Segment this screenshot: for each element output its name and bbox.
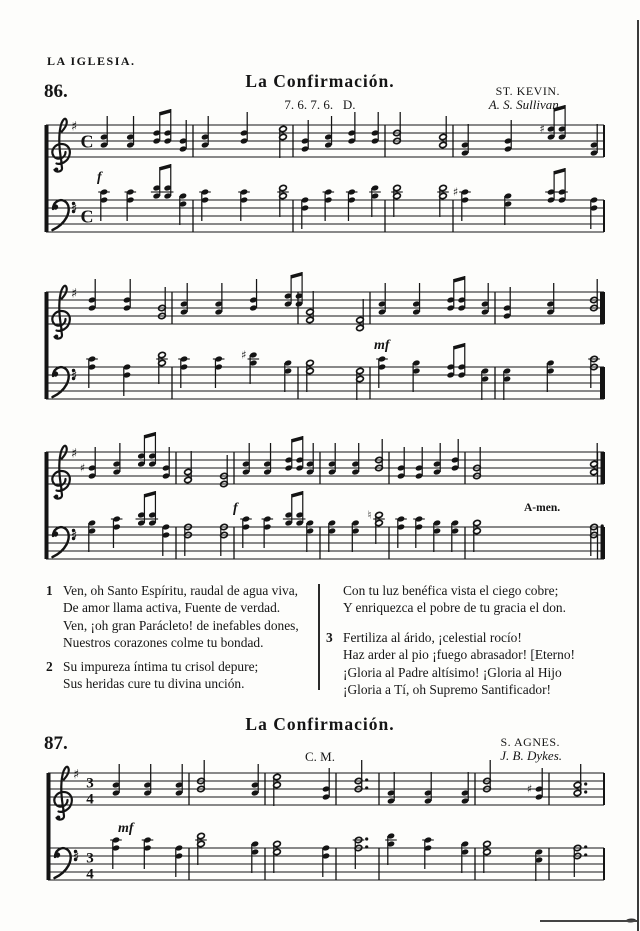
svg-text:C: C [80,131,94,152]
lyric-line: Sus heridas cure tu divina unción. [63,676,245,692]
dynamic-marking: f [233,501,238,516]
music-system-1 [45,105,605,232]
svg-text:C: C [80,206,94,227]
hymn-86-tune-name: ST. KEVIN. [495,84,560,98]
hymn-86-number: 86. [44,81,68,102]
svg-text:♯: ♯ [70,529,78,544]
dynamic-marking: mf [118,821,134,836]
verse-1 [46,582,331,652]
svg-text:♯: ♯ [72,767,80,783]
lyrics-column-divider [318,584,320,690]
lyric-line: Ven, ¡oh gran Parácleto! de inefables dones, [63,617,299,633]
verse-number: 3 [326,629,333,645]
svg-text:♮: ♮ [367,508,372,522]
lyric-line: Y enriquezca el pobre de tu gracia el don. [343,600,566,616]
lyric-line: ¡Gloria a Tí, oh Supremo Santificador! [343,682,551,698]
svg-text:3: 3 [86,850,94,867]
dynamic-marking: mf [374,338,390,353]
svg-text:♯: ♯ [452,185,459,199]
hymn-86-meter: 7. 6. 7. 6. D. [284,97,356,112]
verse-2 [46,658,331,693]
lyric-line: De amor llama activa, Fuente de verdad. [63,600,281,616]
lyric-line: ¡Gloria al Padre altísimo! ¡Gloria al Hijo [343,664,562,680]
music-system-3 [45,432,606,559]
lyric-line: Ven, oh Santo Espíritu, raudal de agua viva, [63,583,299,598]
svg-text:♯: ♯ [70,286,78,302]
bottom-scan-artifact [540,920,637,922]
dynamic-marking: f [97,170,102,185]
music-system-4 [47,760,605,883]
lyric-line: Nuestros corazones colme tu bondad. [63,635,264,651]
lyric-line: Con tu luz benéfica vista el ciego cobre; [343,583,559,598]
amen-label: A-men. [524,502,561,514]
svg-text:♯: ♯ [70,369,78,384]
hymn-86-composer: A. S. Sullivan. [488,97,562,112]
svg-text:♯: ♯ [526,782,533,796]
hymn-87-composer: J. B. Dykes. [500,748,562,763]
lyrics-left-column [46,582,331,698]
hymn-87-tune-name: S. AGNES. [500,735,560,749]
verse-3 [326,629,611,699]
running-head: LA IGLESIA. [47,54,136,68]
lyrics-right-column [326,582,611,704]
lyric-line: Fertiliza al árido, ¡celestial rocío! [343,629,522,645]
hymn-86-title: La Confirmación. [245,71,395,91]
hymn-87-title: La Confirmación. [245,714,395,734]
music-system-2 [45,272,606,400]
svg-text:♯: ♯ [241,348,247,362]
verse-number: 2 [46,658,53,674]
svg-text:♯: ♯ [70,119,78,135]
lyric-line: Su impureza íntima tu crisol depure; [63,658,259,674]
svg-text:4: 4 [86,866,94,883]
svg-text:♯: ♯ [539,122,545,136]
svg-text:4: 4 [86,791,94,808]
verse-2-continuation [326,582,611,617]
svg-text:♯: ♯ [72,850,80,865]
svg-text:3: 3 [86,775,94,792]
svg-text:♯: ♯ [70,202,78,217]
verse-number: 1 [46,583,53,598]
svg-text:♯: ♯ [70,446,78,462]
hymn-87-number: 87. [44,733,68,754]
lyric-line: Haz arder al pio ¡fuego abrasador! [Eterno! [343,647,575,663]
page-edge-scan-line [637,20,639,931]
hymn-87-meter: C. M. [305,749,335,764]
svg-text:♯: ♯ [79,461,86,475]
